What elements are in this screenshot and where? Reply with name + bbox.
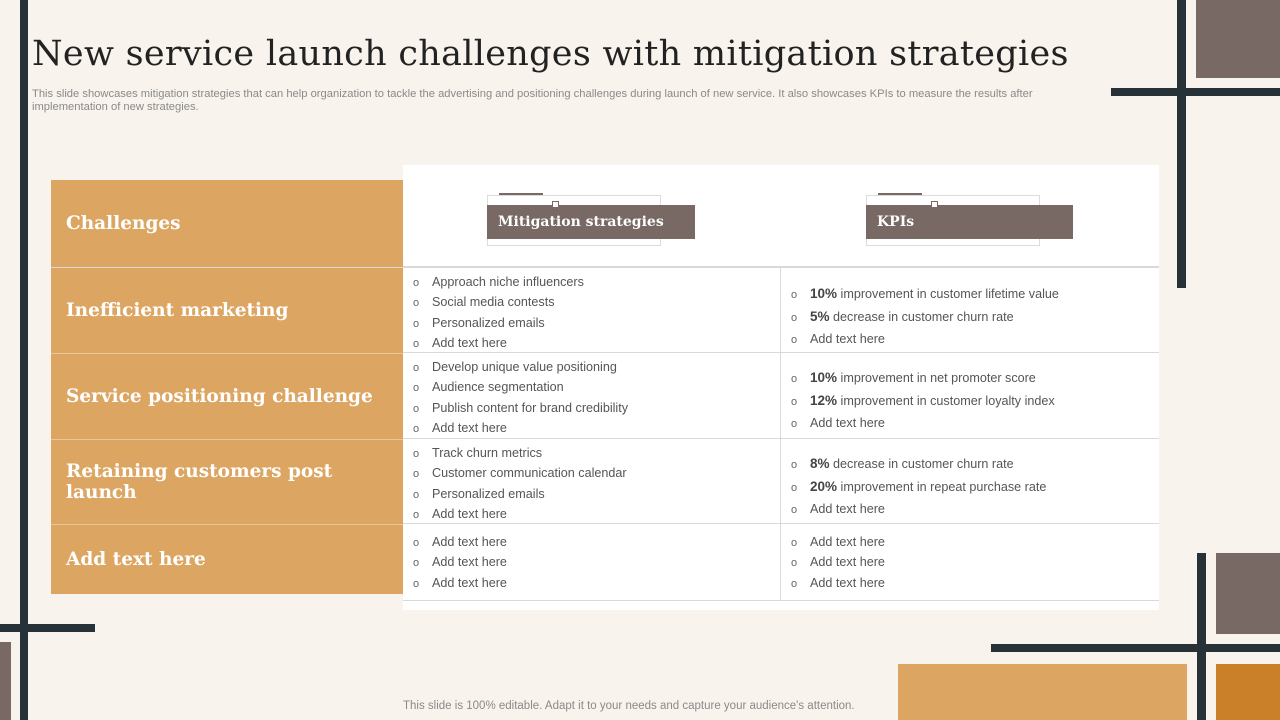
left-horizontal-bar <box>0 624 95 632</box>
list-item: o 10% improvement in net promoter score <box>791 367 1055 390</box>
list-item: o Customer communication calendar <box>413 464 627 484</box>
kpi-list <box>791 367 1055 435</box>
list-item: o Personalized emails <box>413 314 584 334</box>
list-item: o Add text here <box>791 574 885 594</box>
bullet-icon: o <box>791 482 798 494</box>
kpi-tag-accent <box>878 193 922 195</box>
bullet-icon: o <box>791 373 798 385</box>
bullet-icon: o <box>413 382 420 395</box>
bullet-icon: o <box>413 468 420 481</box>
list-item: o Add text here <box>791 533 885 553</box>
top-right-vertical-bar <box>1177 0 1186 288</box>
bullet-icon: o <box>413 297 420 310</box>
kpi-cell <box>781 268 1159 353</box>
list-item: o 12% improvement in customer loyalty index <box>791 390 1055 413</box>
bullet-icon: o <box>413 448 420 460</box>
challenge-cell: Retaining customers post launch <box>51 439 403 524</box>
kpi-list <box>791 283 1059 351</box>
bullet-icon: o <box>413 557 420 570</box>
left-vertical-bar <box>20 0 28 720</box>
kpi-cell <box>781 439 1159 524</box>
bottom-right-vertical-bar <box>1197 553 1206 720</box>
list-item: o Approach niche influencers <box>413 273 584 293</box>
bullet-icon: o <box>413 488 420 501</box>
bottom-accent-block <box>898 664 1187 720</box>
top-right-horizontal-bar <box>1111 88 1280 96</box>
bullet-icon: o <box>791 504 798 516</box>
kpis-tag: KPIs <box>866 205 1073 239</box>
mitigation-cell <box>403 268 781 353</box>
list-item: o Publish content for brand credibility <box>413 399 628 419</box>
table-row <box>51 524 1159 601</box>
kpi-cell <box>781 353 1159 439</box>
list-item: o Add text here <box>413 334 584 354</box>
list-item: o Audience segmentation <box>413 378 628 398</box>
bullet-icon: o <box>413 577 420 590</box>
list-item: o 20% improvement in repeat purchase rate <box>791 476 1046 499</box>
footer-note: This slide is 100% editable. Adapt it to your needs and capture your audience's attention. <box>403 700 855 712</box>
kpi-tag-dot <box>931 201 938 208</box>
challenges-header: Challenges <box>51 180 403 267</box>
bullet-icon: o <box>791 537 798 549</box>
table-row <box>51 353 1159 439</box>
kpi-cell <box>781 524 1159 601</box>
list-item: o Add text here <box>413 419 628 439</box>
mitigation-list <box>413 358 628 440</box>
bullet-icon: o <box>791 459 798 471</box>
bullet-icon: o <box>413 317 420 330</box>
mitigation-list <box>413 273 584 355</box>
left-bottom-block <box>0 642 11 720</box>
bullet-icon: o <box>791 289 798 301</box>
bullet-icon: o <box>413 362 420 374</box>
mitigation-strategies-tag: Mitigation strategies <box>487 205 695 239</box>
bullet-icon: o <box>791 334 798 346</box>
mitigation-list <box>413 533 507 594</box>
list-item: o Track churn metrics <box>413 444 627 464</box>
list-item: o Add text here <box>413 533 507 553</box>
mitigation-tag-accent <box>499 193 543 195</box>
list-item: o Add text here <box>791 413 1055 435</box>
list-item: o Personalized emails <box>413 485 627 505</box>
bullet-icon: o <box>413 277 420 289</box>
bullet-icon: o <box>413 402 420 415</box>
table-row <box>51 439 1159 524</box>
bullet-icon: o <box>791 577 798 590</box>
bullet-icon: o <box>413 338 420 351</box>
list-item: o Social media contests <box>413 293 584 313</box>
bullet-icon: o <box>791 418 798 430</box>
bullet-icon: o <box>413 537 420 549</box>
mitigation-tag-dot <box>552 201 559 208</box>
challenge-cell: Inefficient marketing <box>51 268 403 353</box>
bottom-right-horizontal-bar <box>991 644 1280 652</box>
mitigation-cell <box>403 353 781 439</box>
kpi-list <box>791 453 1046 521</box>
list-item: o Develop unique value positioning <box>413 358 628 378</box>
bullet-icon: o <box>413 423 420 436</box>
table-row <box>51 267 1159 353</box>
mitigation-cell <box>403 524 781 601</box>
mitigation-list <box>413 444 627 526</box>
list-item: o 8% decrease in customer churn rate <box>791 453 1046 476</box>
bullet-icon: o <box>791 312 798 324</box>
bullet-icon: o <box>791 396 798 408</box>
challenge-cell: Add text here <box>51 524 403 594</box>
list-item: o Add text here <box>413 553 507 573</box>
list-item: o 5% decrease in customer churn rate <box>791 306 1059 329</box>
bottom-right-orange-block <box>1216 664 1280 720</box>
list-item: o Add text here <box>413 505 627 525</box>
bullet-icon: o <box>791 557 798 570</box>
bottom-right-grey-block <box>1216 553 1280 634</box>
bullet-icon: o <box>413 509 420 522</box>
mitigation-cell <box>403 439 781 524</box>
list-item: o Add text here <box>791 329 1059 351</box>
list-item: o Add text here <box>791 553 885 573</box>
kpi-list <box>791 533 885 594</box>
page-subtitle: This slide showcases mitigation strategies that can help organization to tackle the advertising and positioning challenges during launch of new service. It also showcases KPIs to measure the results after implementation of new strategies. <box>32 88 1033 113</box>
top-right-block <box>1196 0 1280 78</box>
challenge-cell: Service positioning challenge <box>51 353 403 439</box>
list-item: o Add text here <box>413 574 507 594</box>
list-item: o 10% improvement in customer lifetime value <box>791 283 1059 306</box>
page-title: New service launch challenges with mitigation strategies <box>32 34 1069 74</box>
list-item: o Add text here <box>791 499 1046 521</box>
